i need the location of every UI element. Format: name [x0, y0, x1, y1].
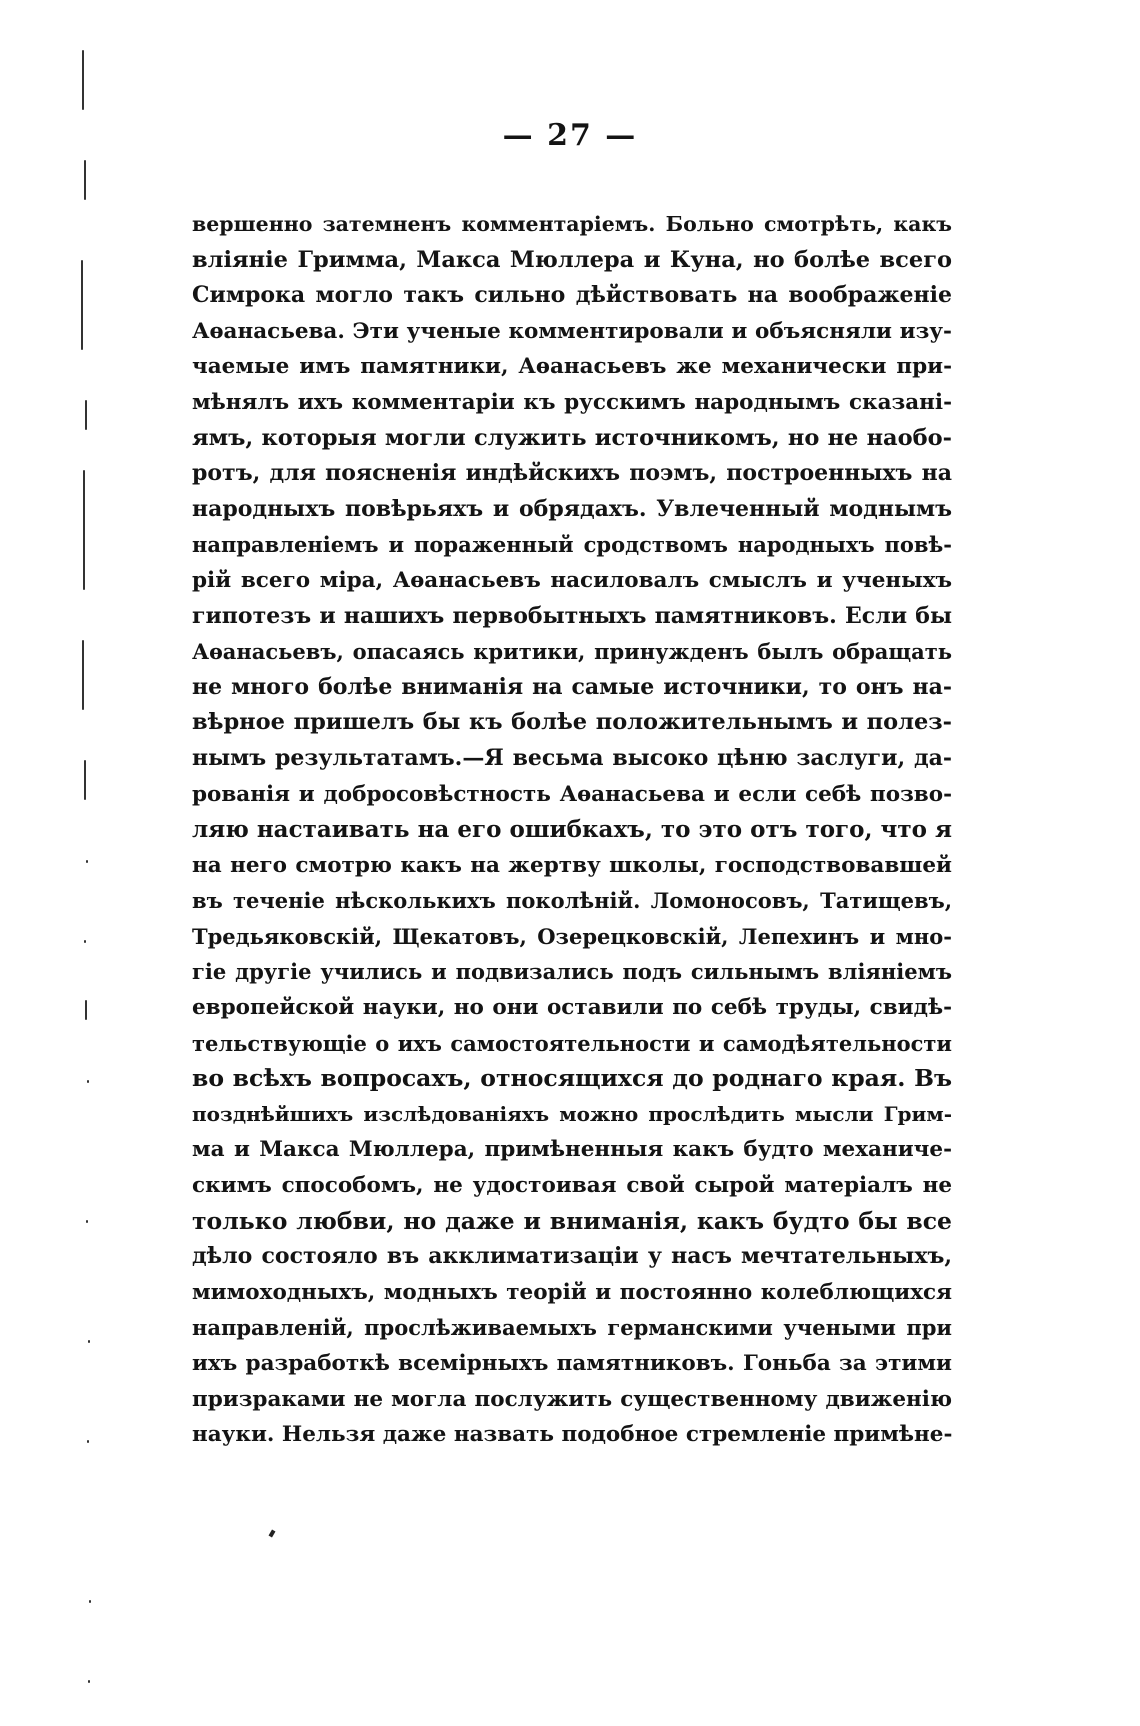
text-line: направленій, прослѣживаемыхъ германскими учеными при [192, 1315, 952, 1341]
text-line: рій всего міра, Аѳанасьевъ насиловалъ смыслъ и ученыхъ [192, 567, 952, 593]
text-line: рованія и добросовѣстность Аѳанасьева и если себѣ позво- [192, 781, 952, 807]
text-line: на него смотрю какъ на жертву школы, господствовавшей [192, 852, 952, 878]
text-line: вершенно затемненъ комментаріемъ. Больно смотрѣть, какъ [192, 212, 952, 236]
text-line: ротъ, для поясненія индѣйскихъ поэмъ, построенныхъ на [192, 460, 952, 487]
text-line: народныхъ повѣрьяхъ и обрядахъ. Увлеченный моднымъ [192, 495, 952, 522]
text-line: гіе другіе учились и подвизались подъ сильнымъ вліяніемъ [192, 959, 952, 985]
text-line: только любви, но даже и вниманія, какъ будто бы все [192, 1206, 952, 1235]
text-line: въ теченіе нѣсколькихъ поколѣній. Ломоносовъ, Татищевъ, [192, 888, 952, 914]
text-line: во всѣхъ вопросахъ, относящихся до роднаго края. Въ [192, 1064, 952, 1093]
text-line: гипотезъ и нашихъ первобытныхъ памятниковъ. Если бы [192, 602, 952, 629]
text-line: мѣнялъ ихъ комментаріи къ русскимъ народнымъ сказані- [192, 389, 952, 415]
text-line: тельствующіе о ихъ самостоятельности и самодѣятельности [192, 1030, 952, 1056]
text-line: позднѣйшихъ изслѣдованіяхъ можно прослѣдить мысли Грим- [192, 1101, 952, 1126]
text-line: Симрока могло такъ сильно дѣйствовать на воображеніе [192, 282, 952, 309]
text-line: науки. Нельзя даже назвать подобное стремленіе примѣне- [192, 1422, 952, 1448]
text-line: скимъ способомъ, не удостоивая свой сырой матеріалъ не [192, 1173, 952, 1199]
text-line: дѣло состояло въ акклиматизаціи у насъ мечтательныхъ, [192, 1243, 952, 1270]
text-line: чаемые имъ памятники, Аѳанасьевъ же механически при- [192, 354, 952, 380]
text-line: ма и Макса Мюллера, примѣненныя какъ будто механиче- [192, 1137, 952, 1163]
body-text [192, 207, 952, 1453]
text-line: не много болѣе вниманія на самые источники, то онъ на- [192, 673, 952, 700]
text-line: ляю настаивать на его ошибкахъ, то это отъ того, что я [192, 816, 952, 844]
text-line: ямъ, которыя могли служить источникомъ, но не наобо- [192, 424, 952, 451]
text-line: направленіемъ и пораженный сродствомъ народныхъ повѣ- [192, 532, 952, 558]
text-line: Тредьяковскій, Щекатовъ, Озерецковскій, Лепехинъ и мно- [192, 923, 952, 949]
ink-speck [269, 1529, 276, 1537]
text-line: ихъ разработкѣ всемірныхъ памятниковъ. Гоньба за этими [192, 1351, 952, 1376]
page-number: — 27 — [502, 118, 638, 153]
text-line: европейской науки, но они оставили по себѣ труды, свидѣ- [192, 995, 952, 1021]
text-line: вѣрное пришелъ бы къ болѣе положительнымъ и полез- [192, 709, 952, 736]
text-line: призраками не могла послужить существенному движенію [192, 1386, 952, 1412]
text-line: Аѳанасьева. Эти ученые комментировали и объясняли изу- [192, 318, 952, 344]
text-line: вліяніе Гримма, Макса Мюллера и Куна, но болѣе всего [192, 246, 952, 273]
binding-gutter-marks [78, 40, 94, 1700]
text-line: нымъ результатамъ.—Я весьма высоко цѣню заслуги, да- [192, 744, 952, 771]
text-line: мимоходныхъ, модныхъ теорій и постоянно колеблющихся [192, 1279, 952, 1305]
text-line: Аѳанасьевъ, опасаясь критики, принужденъ былъ обращать [192, 639, 952, 665]
